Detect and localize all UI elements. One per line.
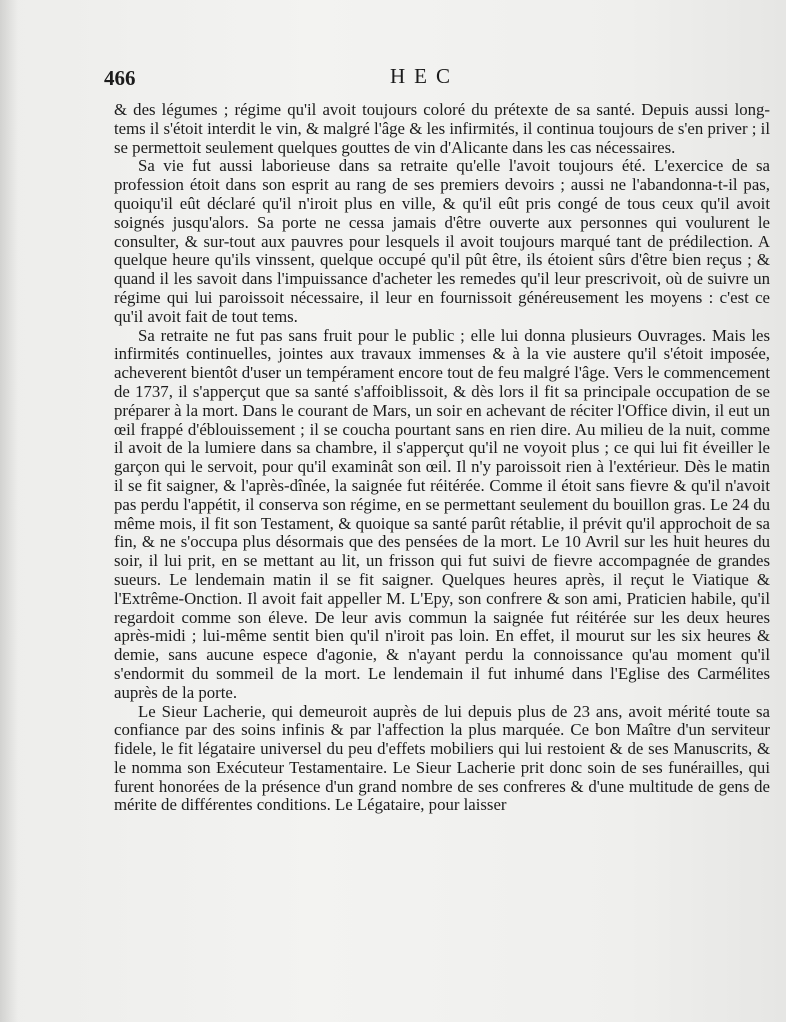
paragraph: & des légumes ; régime qu'il avoit toujours coloré du prétexte de sa santé. Depuis aussi long-tems il s'étoit interdit le vin, & malgré l'âge & les infirmités, il continua toujours de s'en priver ; il se permettoit seulement quelques gouttes de vin d'Alicante dans les cas nécessaires. [114,100,770,157]
paragraph: Sa vie fut aussi laborieuse dans sa retraite qu'elle l'avoit toujours été. L'exercice de sa profession étoit dans son esprit au rang de ses premiers devoirs ; aussi ne l'abandonna-t-il pas, quoiqu'il eût déclaré qu'il n'iroit plus en ville, & qu'il eût pris congé de tous ceux qu'il avoit soignés jusqu'alors. Sa porte ne cessa jamais d'être ouverte aux personnes qui voulurent le consulter, & sur-tout aux pauvres pour lesquels il avoit toujours marqué tant de prédilection. A quelque heure qu'ils vinssent, quelque occupé qu'il pût être, ils étoient sûrs d'être bien reçus ; & quand il les savoit dans l'impuissance d'acheter les remedes qu'il leur prescrivoit, où de suivre un régime qui lui paroissoit nécessaire, il leur en fournissoit généreusement les moyens : c'est ce qu'il avoit fait de tout tems. [114,156,770,326]
paragraph: Le Sieur Lacherie, qui demeuroit auprès de lui depuis plus de 23 ans, avoit mérité toute sa confiance par des soins infinis & par l'affection la plus marquée. Ce bon Maître d'un serviteur fidele, le fit légataire universel du peu d'effets mobiliers qui lui restoient & de ses Manuscrits, & le nomma son Exécuteur Testamentaire. Le Sieur Lacherie prit donc soin de ses funérailles, qui furent honorées de la présence d'un grand nombre de ses confreres & d'une multitude de gens de mérite de différentes conditions. Le Légataire, pour laisser [114,701,770,815]
body-text [114,101,770,815]
running-head: HEC [390,64,459,88]
page-header [0,64,786,94]
page-number: 466 [104,66,136,90]
paragraph: Sa retraite ne fut pas sans fruit pour le public ; elle lui donna plusieurs Ouvrages. Mais les infirmités continuelles, jointes aux travaux immenses & à la vie austere qu'il s'étoit imposée, acheverent bientôt d'user un tempérament encore tout de feu malgré l'âge. Vers le commencement de 1737, il s'apperçut que sa santé s'affoiblissoit, & dès lors il fit sa principale occupation de se préparer à la mort. Dans le courant de Mars, un soir en achevant de réciter l'Office divin, il eut un œil frappé d'éblouissement ; il se coucha pourtant sans en rien dire. Au milieu de la nuit, comme il avoit de la lumiere dans sa chambre, il s'apperçut qu'il ne voyoit plus ; ce qui lui fit éveiller le garçon qui le servoit, pour qu'il examinât son œil. Il n'y paroissoit rien à l'extérieur. Dès le matin il se fit saigner, & l'après-dînée, la saignée fut réitérée. Comme il étoit sans fievre & qu'il n'avoit pas perdu l'appétit, il conserva son régime, en se permettant seulement du bouillon gras. Le 24 du même mois, il fit son Testament, & quoique sa santé parût rétablie, il prévit qu'il approchoit de sa fin, & ne s'occupa plus désormais que des pensées de la mort. Le 10 Avril sur les huit heures du soir, il lui prit, en se mettant au lit, un frisson qui fut suivi de fievre accompagnée de grandes sueurs. Le lendemain matin il se fit saigner. Quelques heures après, il reçut le Viatique & l'Extrême-Onction. Il avoit fait appeller M. L'Epy, son confrere & son ami, Praticien habile, qu'il regardoit comme son éleve. De leur avis commun la saignée fut réitérée sur les deux heures après-midi ; lui-même sentit bien qu'il n'iroit pas loin. En effet, il mourut sur les six heures & demie, sans aucune espece d'agonie, & n'ayant perdu la connoissance qu'au moment qu'il s'endormit du sommeil de la mort. Le lendemain il fut inhumé dans l'Eglise des Carmélites auprès de la porte. [114,325,770,702]
gutter-shadow [0,0,18,1022]
